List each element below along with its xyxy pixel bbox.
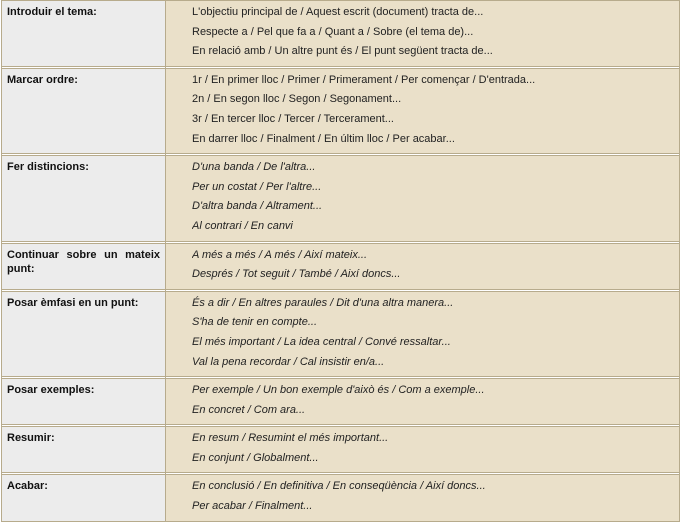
table-row-fer-distincions xyxy=(2,156,680,241)
connector-text: És a dir / En altres paraules / Dit d'una altra manera... xyxy=(192,296,454,309)
connector-text: Al contrari / En canvi xyxy=(192,219,293,232)
list-item xyxy=(192,449,679,469)
list-item xyxy=(192,381,679,401)
list-item xyxy=(192,90,679,110)
connector-list xyxy=(166,1,680,67)
list-item xyxy=(192,197,679,217)
table-row-posar-emfasi-en-un-punt xyxy=(2,291,680,376)
connector-text: A més a més / A més / Així mateix... xyxy=(192,248,368,261)
connector-text: D'una banda / De l'altra... xyxy=(192,161,316,174)
category-label: Fer distincions: xyxy=(2,156,166,241)
connector-text: Per acabar / Finalment... xyxy=(192,500,313,513)
connector-text: Val la pena recordar / Cal insistir en/a... xyxy=(192,355,385,368)
category-label: Posar exemples: xyxy=(2,379,166,425)
list-item xyxy=(192,477,679,497)
connector-text: El més important / La idea central / Convé ressaltar... xyxy=(192,335,451,348)
list-item xyxy=(192,110,679,130)
list-item xyxy=(192,3,679,23)
connector-text: 3r / En tercer lloc / Tercer / Tercerament... xyxy=(192,112,394,125)
table-row-introduir-el-tema xyxy=(2,1,680,67)
list-item xyxy=(192,246,679,266)
list-item xyxy=(192,401,679,421)
connector-list xyxy=(166,243,680,289)
list-item xyxy=(192,313,679,333)
table-row-marcar-ordre xyxy=(2,68,680,153)
connector-text: Respecte a / Pel que fa a / Quant a / Sobre (el tema de)... xyxy=(192,25,474,38)
category-label: Resumir: xyxy=(2,427,166,473)
connector-text: Després / Tot seguit / També / Així doncs... xyxy=(192,268,401,281)
list-item xyxy=(192,158,679,178)
table-body xyxy=(2,1,680,522)
list-item xyxy=(192,333,679,353)
connector-text: En concret / Com ara... xyxy=(192,403,306,416)
table-row-resumir xyxy=(2,427,680,473)
list-item xyxy=(192,23,679,43)
table-row-posar-exemples xyxy=(2,379,680,425)
connector-text: En conclusió / En definitiva / En conseqüència / Així doncs... xyxy=(192,480,486,493)
connector-text: En resum / Resumint el més important... xyxy=(192,432,389,445)
connector-list xyxy=(166,291,680,376)
connector-list xyxy=(166,156,680,241)
connectors-table xyxy=(1,0,680,522)
connector-list xyxy=(166,68,680,153)
category-label: Introduir el tema: xyxy=(2,1,166,67)
table-row-continuar-sobre-un-mateix-punt xyxy=(2,243,680,289)
connector-text: 2n / En segon lloc / Segon / Segonament... xyxy=(192,93,402,106)
category-label: Marcar ordre: xyxy=(2,68,166,153)
list-item xyxy=(192,265,679,285)
connector-list xyxy=(166,475,680,521)
list-item xyxy=(192,429,679,449)
list-item xyxy=(192,294,679,314)
category-label: Acabar: xyxy=(2,475,166,521)
connector-text: En conjunt / Globalment... xyxy=(192,451,319,464)
connector-text: S'ha de tenir en compte... xyxy=(192,316,318,329)
connector-text: 1r / En primer lloc / Primer / Primerament / Per començar / D'entrada... xyxy=(192,73,536,86)
connector-text: L'objectiu principal de / Aquest escrit (document) tracta de... xyxy=(192,6,484,18)
list-item xyxy=(192,497,679,517)
list-item xyxy=(192,178,679,198)
connector-text: En darrer lloc / Finalment / En últim lloc / Per acabar... xyxy=(192,132,455,145)
list-item xyxy=(192,217,679,237)
category-label: Continuar sobre un mateix punt: xyxy=(2,243,166,289)
list-item xyxy=(192,353,679,373)
connector-text: D'altra banda / Altrament... xyxy=(192,200,323,213)
list-item xyxy=(192,42,679,62)
list-item xyxy=(192,130,679,150)
list-item xyxy=(192,71,679,91)
category-label: Posar èmfasi en un punt: xyxy=(2,291,166,376)
connector-list xyxy=(166,379,680,425)
connector-text: Per exemple / Un bon exemple d'això és / Com a exemple... xyxy=(192,384,485,397)
connector-list xyxy=(166,427,680,473)
connector-text: En relació amb / Un altre punt és / El punt següent tracta de... xyxy=(192,45,493,58)
connector-text: Per un costat / Per l'altre... xyxy=(192,180,322,193)
table-row-acabar xyxy=(2,475,680,521)
